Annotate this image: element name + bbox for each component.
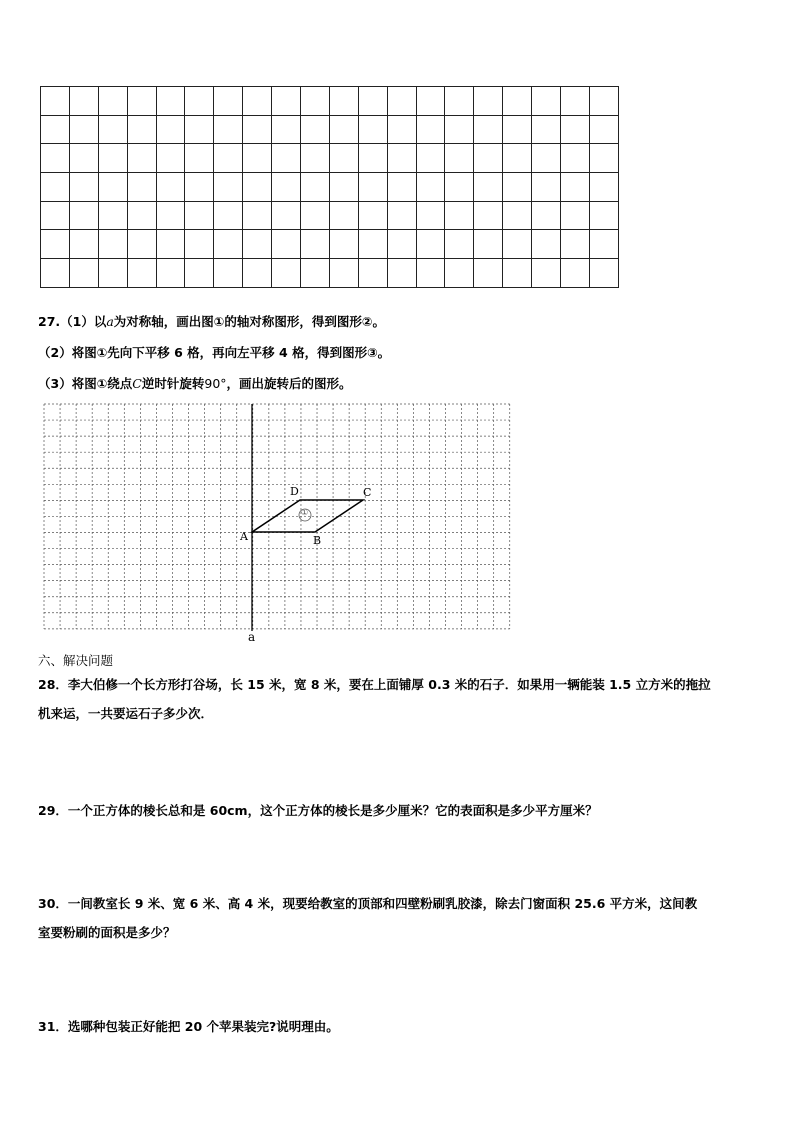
question-28: 28．李大伯修一个长方形打谷场，长 15 米，宽 8 米，要在上面铺厚 0.3 米的石子．如果用一辆能装 1.5 立方米的拖拉 机来运，一共要运石子多少次． [38, 677, 711, 721]
question-30: 30．一间教室长 9 米、宽 6 米、高 4 米，现要给教室的顶部和四壁粉刷乳胶漆，除去门窗面积 25.6 平方米，这间教 室要粉刷的面积是多少？ [38, 896, 698, 940]
point-a-label: A [240, 530, 248, 543]
dashed-grid [44, 404, 510, 629]
q27-part2: （2）将图①先向下平移 6 格，再向左平移 4 格，得到图形③。 [38, 345, 391, 360]
q27-part1: 27.（1）以a为对称轴，画出图①的轴对称图形，得到图形②。 [38, 314, 385, 329]
point-d-label: D [290, 485, 299, 498]
point-b-label: B [313, 534, 322, 547]
axis-label: a [248, 630, 256, 644]
question-31: 31．选哪种包装正好能把 20 个苹果装完?说明理由。 [38, 1019, 339, 1034]
question-29: 29．一个正方体的棱长总和是 60cm，这个正方体的棱长是多少厘米？它的表面积是多少平方厘米？ [38, 803, 598, 818]
section-title: 六、解决问题 [38, 653, 114, 668]
q27-part3: （3）将图①绕点C逆时针旋转90°，画出旋转后的图形。 [38, 376, 352, 391]
shape-number-label: ① [301, 508, 309, 517]
point-c-label: C [363, 486, 372, 499]
